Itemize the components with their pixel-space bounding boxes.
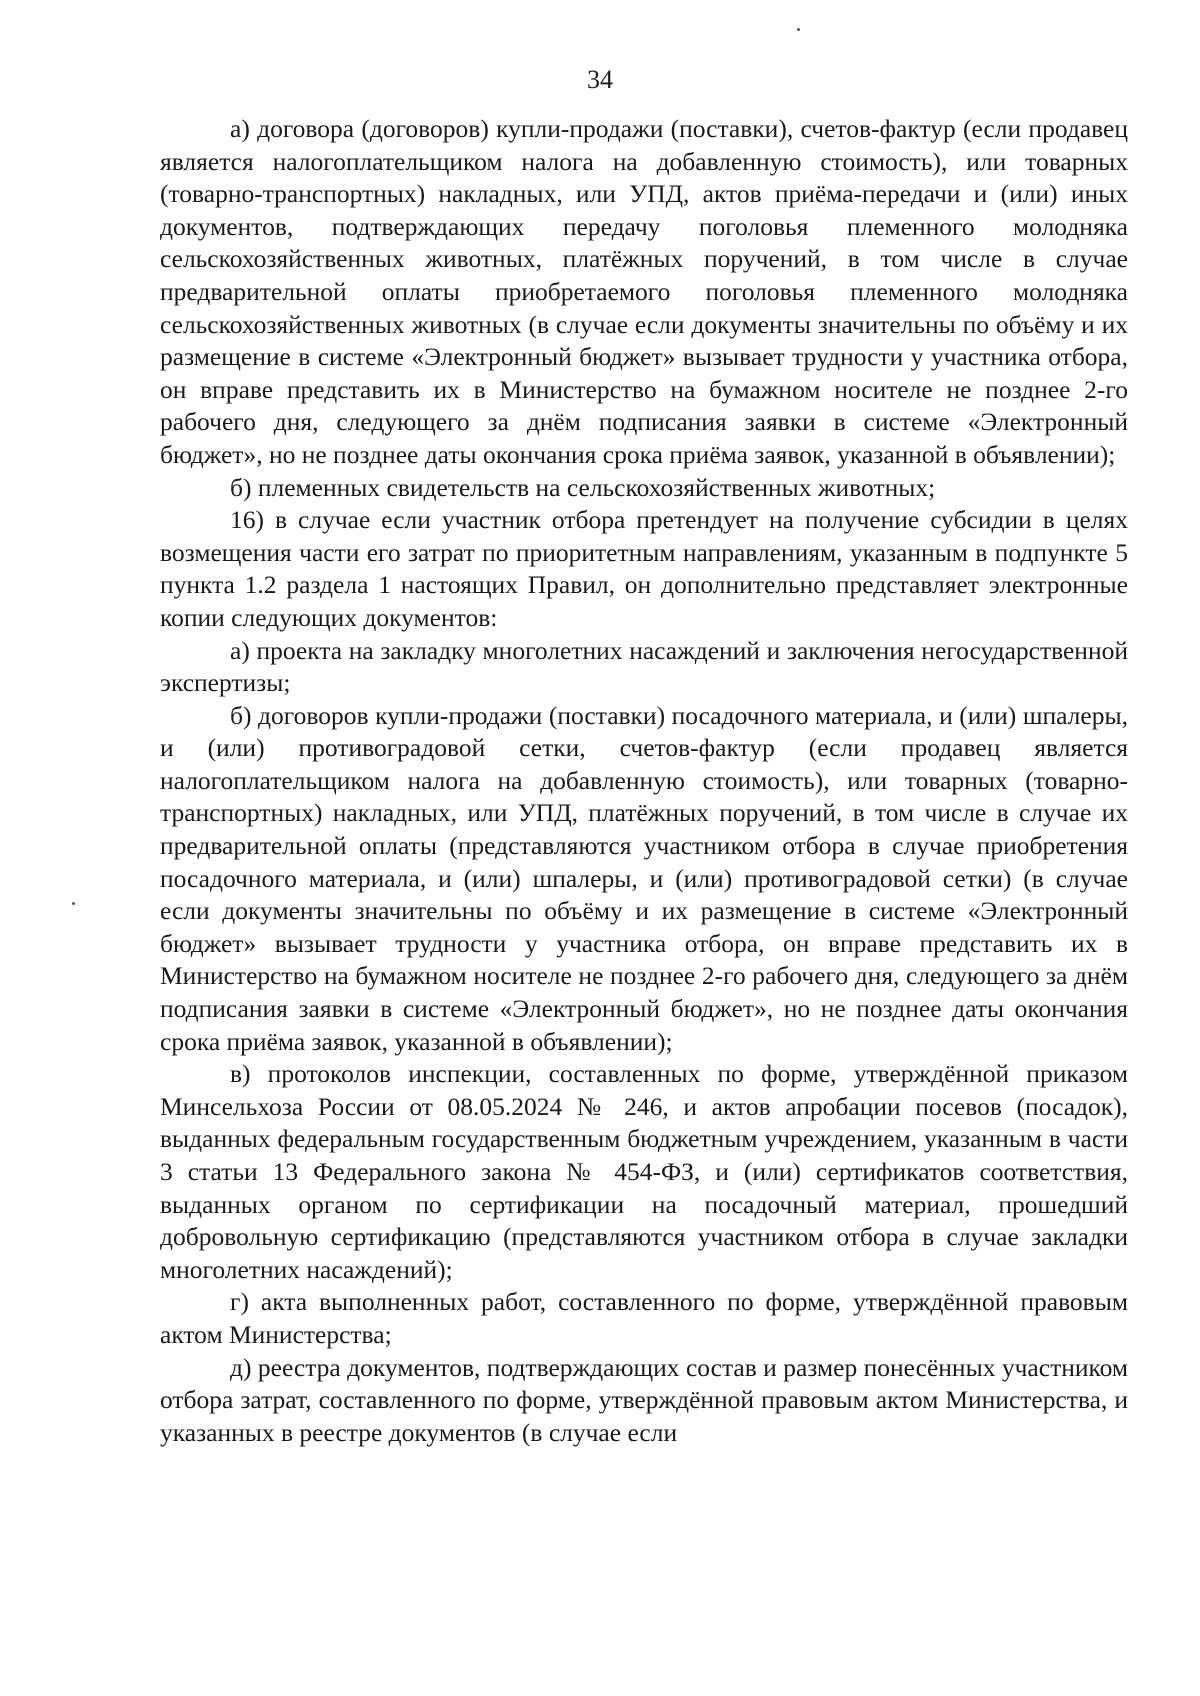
paragraph-b-breeding-certificates: б) племенных свидетельств на сельскохозяйственных животных;	[230, 472, 936, 502]
page-number: 34	[587, 65, 613, 94]
paragraph-16-priority-directions: 16) в случае если участник отбора претендует на получение субсидии в целях возмещения части его затрат по приоритетным направлениям, указанным в подпункте 5 пункта 1.2 раздела 1 настоящих Правил, он дополнительно представляет электронные копии следующих документов:	[160, 505, 1128, 632]
paragraph-g-work-completion-act: г) акта выполненных работ, составленного по форме, утверждённой правовым актом Министерства;	[160, 1287, 1128, 1349]
paragraph-a-planting-project: а) проекта на закладку многолетних насаждений и заключения негосударственной экспертизы;	[160, 635, 1128, 698]
document-body	[160, 113, 1128, 1449]
paragraph-a-purchase-contracts: а) договора (договоров) купли-продажи (поставки), счетов-фактур (если продавец является налогоплательщиком налога на добавленную стоимость), или товарных (товарно-транспортных) накладных, или УПД, актов приёма-передачи и (или) иных документов, подтверждающих передачу поголовья племенного молодняка сельскохозяйственных животных, платёжных поручений, в том числе в случае предварительной оплаты приобретаемого поголовья племенного молодняка сельскохозяйственных животных (в случае если документы значительны по объёму и их размещение в системе «Электронный бюджет» вызывает трудности у участника отбора, он вправе представить их в Министерство на бумажном носителе не позднее 2-го рабочего дня, следующего за днём подписания заявки в системе «Электронный бюджет», но не позднее даты окончания срока приёма заявок, указанной в объявлении);	[160, 114, 1128, 469]
paragraph-d-document-register: д) реестра документов, подтверждающих состав и размер понесённых участником отбора затрат, составленного по форме, утверждённой правовым актом Министерства, и указанных в реестре документов (в случае если	[160, 1352, 1128, 1447]
paragraph-v-inspection-protocols: в) протоколов инспекции, составленных по форме, утверждённой приказом Минсельхоза России от 08.05.2024 № 246, и актов апробации посевов (посадок), выданных федеральным государственным бюджетным учреждением, указанным в части 3 статьи 13 Федерального закона № 454-ФЗ, и (или) сертификатов соответствия, выданных органом по сертификации на посадочный материал, прошедший добровольную сертификацию (представляются участником отбора в случае закладки многолетних насаждений);	[160, 1059, 1128, 1284]
paragraph-b-planting-material-contracts: б) договоров купли-продажи (поставки) посадочного материала, и (или) шпалеры, и (или) противоградовой сетки, счетов-фактур (если продавец является налогоплательщиком налога на добавленную стоимость), или товарных (товарно-транспортных) накладных, или УПД, платёжных поручений, в том числе в случае их предварительной оплаты (представляются участником отбора в случае приобретения посадочного материала, и (или) шпалеры, и (или) противоградовой сетки) (в случае если документы значительны по объёму и их размещение в системе «Электронный бюджет» вызывает трудности у участника отбора, он вправе представить их в Министерство на бумажном носителе не позднее 2-го рабочего дня, следующего за днём подписания заявки в системе «Электронный бюджет», но не позднее даты окончания срока приёма заявок, указанной в объявлении);	[160, 700, 1128, 1056]
scan-speck	[72, 902, 75, 905]
scan-speck	[797, 28, 800, 31]
